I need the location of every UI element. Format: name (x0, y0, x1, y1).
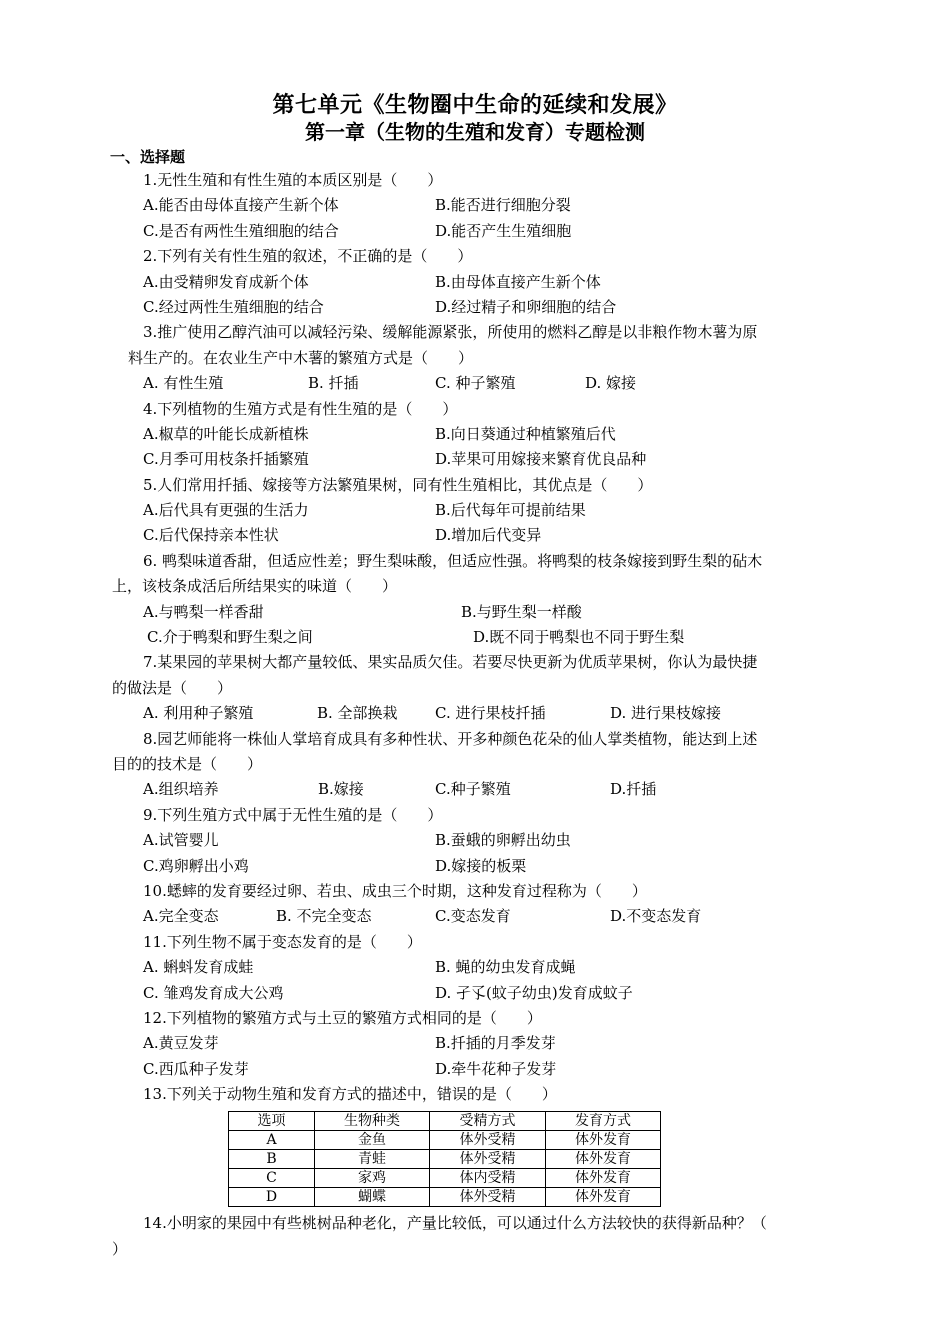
question-1-stem: 1.无性生殖和有性生殖的本质区别是（ ） (143, 171, 443, 189)
option-d: D.牵牛花种子发芽 (435, 1059, 557, 1078)
option-c: C.种子繁殖 (435, 780, 511, 799)
option-a: A.能否由母体直接产生新个体 (143, 196, 339, 215)
table-cell: 青蛙 (315, 1150, 430, 1169)
question-13-stem: 13.下列关于动物生殖和发育方式的描述中，错误的是（ ） (143, 1085, 557, 1104)
option-a: A.与鸭梨一样香甜 (143, 602, 264, 621)
answer-table (228, 1111, 661, 1207)
option-c: C.西瓜种子发芽 (143, 1059, 249, 1078)
option-d: D.经过精子和卵细胞的结合 (435, 297, 617, 316)
table-row (229, 1150, 661, 1169)
option-b: B.后代每年可提前结果 (435, 501, 586, 520)
question-3-stem: 3.推广使用乙醇汽油可以减轻污染、缓解能源紧张，所使用的燃料乙醇是以非粮作物木薯为原 (143, 323, 758, 342)
question-6-stem: 6. 鸭梨味道香甜，但适应性差；野生梨味酸，但适应性强。将鸭梨的枝条嫁接到野生梨的砧木 (143, 551, 763, 570)
table-cell: D (229, 1188, 315, 1207)
option-c: C.介于鸭梨和野生梨之间 (147, 628, 313, 647)
option-d: D.苹果可用嫁接来繁育优良品种 (435, 450, 647, 469)
option-b: B.能否进行细胞分裂 (435, 196, 571, 215)
table-cell: 体外发育 (546, 1150, 661, 1169)
table-header-row (229, 1112, 661, 1131)
table-row (229, 1131, 661, 1150)
option-d: D.不变态发育 (610, 907, 702, 926)
table-cell: 家鸡 (315, 1169, 430, 1188)
option-a: A. 利用种子繁殖 (143, 704, 254, 723)
question-11-options (112, 955, 847, 980)
option-a: A.试管婴儿 (143, 831, 219, 850)
option-b: B. 全部换栽 (317, 704, 398, 723)
question-1-options-2 (112, 219, 847, 244)
option-c: C.月季可用枝条扦插繁殖 (143, 450, 309, 469)
option-c: C.鸡卵孵出小鸡 (143, 856, 249, 875)
option-a: A.由受精卵发育成新个体 (143, 272, 309, 291)
question-10-stem: 10.蟋蟀的发育要经过卵、若虫、成虫三个时期，这种发育过程称为（ ） (143, 881, 647, 900)
question-8-options (112, 777, 847, 802)
option-a: A. 有性生殖 (143, 374, 224, 393)
option-c: C. 进行果枝扦插 (435, 704, 546, 723)
option-d: D.能否产生生殖细胞 (435, 221, 572, 240)
page-subtitle: 第一章（生物的生殖和发育）专题检测 (305, 120, 645, 144)
option-b: B.向日葵通过种植繁殖后代 (435, 424, 616, 443)
question-4-stem: 4.下列植物的生殖方式是有性生殖的是（ ） (143, 399, 458, 418)
option-b: B.由母体直接产生新个体 (435, 272, 601, 291)
question-7-options (112, 701, 847, 726)
question-6-stem-continued: 上，该枝条成活后所结果实的味道（ ） (112, 577, 398, 596)
option-b: B. 扦插 (308, 374, 359, 393)
option-a: A.完全变态 (143, 907, 219, 926)
option-b: B.扦插的月季发芽 (435, 1034, 556, 1053)
option-c: C. 种子繁殖 (435, 374, 516, 393)
table-header-cell: 选项 (229, 1112, 315, 1131)
table-header-cell: 生物种类 (315, 1112, 430, 1131)
option-c: C.后代保持亲本性状 (143, 526, 279, 545)
table-cell: 蝴蝶 (315, 1188, 430, 1207)
option-b: B.蚕蛾的卵孵出幼虫 (435, 831, 571, 850)
question-4-options (112, 422, 847, 447)
option-c: C.变态发育 (435, 907, 511, 926)
question-9-stem: 9.下列生殖方式中属于无性生殖的是（ ） (143, 805, 443, 824)
question-14-stem: 14.小明家的果园中有些桃树品种老化，产量比较低，可以通过什么方法较快的获得新品种？（ (143, 1214, 767, 1233)
table-cell: 体内受精 (430, 1169, 546, 1188)
option-d: D.增加后代变异 (435, 526, 542, 545)
option-a: A.椒草的叶能长成新植株 (143, 424, 309, 443)
question-12-options-2 (112, 1057, 847, 1082)
question-5-options-2 (112, 523, 847, 548)
question-6-options (112, 600, 847, 625)
option-d: D. 进行果枝嫁接 (610, 704, 722, 723)
question-7-stem-continued: 的做法是（ ） (112, 678, 233, 697)
table-cell: C (229, 1169, 315, 1188)
option-a: A.黄豆发芽 (143, 1034, 219, 1053)
option-a: A.后代具有更强的生活力 (143, 501, 309, 520)
option-d: D. 孑孓(蚊子幼虫)发育成蚊子 (435, 983, 633, 1002)
question-9-options-2 (112, 854, 847, 879)
question-7-stem: 7.某果园的苹果树大都产量较低、果实品质欠佳。若要尽快更新为优质苹果树，你认为最快捷 (143, 653, 758, 672)
option-b: B. 不完全变态 (276, 907, 372, 926)
option-a: A. 蝌蚪发育成蛙 (143, 958, 254, 977)
table-cell: 金鱼 (315, 1131, 430, 1150)
option-d: D.嫁接的板栗 (435, 856, 527, 875)
question-6-options-2 (112, 625, 847, 650)
option-d: D.既不同于鸭梨也不同于野生梨 (473, 628, 685, 647)
option-c: C.是否有两性生殖细胞的结合 (143, 221, 339, 240)
option-b: B.嫁接 (318, 780, 364, 799)
question-12-options (112, 1031, 847, 1056)
table-header-cell: 受精方式 (430, 1112, 546, 1131)
table-cell: 体外受精 (430, 1188, 546, 1207)
question-12-stem: 12.下列植物的繁殖方式与土豆的繁殖方式相同的是（ ） (143, 1008, 542, 1027)
table-cell: A (229, 1131, 315, 1150)
question-4-options-2 (112, 447, 847, 472)
question-5-options (112, 498, 847, 523)
table-cell: 体外发育 (546, 1169, 661, 1188)
table-cell: 体外受精 (430, 1131, 546, 1150)
question-5-stem: 5.人们常用扦插、嫁接等方法繁殖果树，同有性生殖相比，其优点是（ ） (143, 475, 653, 494)
question-14-stem-continued: ） (112, 1239, 128, 1258)
table-cell: 体外发育 (546, 1188, 661, 1207)
question-8-stem: 8.园艺师能将一株仙人掌培育成具有多种性状、开多种颜色花朵的仙人掌类植物，能达到上述 (143, 729, 758, 748)
question-3-stem-continued: 料生产的。在农业生产中木薯的繁殖方式是（ ） (128, 348, 474, 367)
question-9-options (112, 828, 847, 853)
option-c: C.经过两性生殖细胞的结合 (143, 297, 324, 316)
option-b: B.与野生梨一样酸 (461, 602, 582, 621)
option-c: C. 雏鸡发育成大公鸡 (143, 983, 284, 1002)
option-a: A.组织培养 (143, 780, 219, 799)
table-row (229, 1188, 661, 1207)
question-11-options-2 (112, 981, 847, 1006)
table-cell: 体外发育 (546, 1131, 661, 1150)
question-list (112, 168, 847, 1262)
page-title: 第七单元《生物圈中生命的延续和发展》 (272, 93, 678, 118)
section-heading: 一、选择题 (110, 148, 186, 166)
table-cell: B (229, 1150, 315, 1169)
question-11-stem: 11.下列生物不属于变态发育的是（ ） (143, 932, 422, 951)
question-2-options-2 (112, 295, 847, 320)
question-2-options (112, 270, 847, 295)
question-10-options (112, 904, 847, 929)
question-8-stem-continued: 目的的技术是（ ） (112, 754, 263, 773)
option-b: B. 蝇的幼虫发育成蝇 (435, 958, 576, 977)
table-header-cell: 发育方式 (546, 1112, 661, 1131)
question-3-options (112, 371, 847, 396)
table-cell: 体外受精 (430, 1150, 546, 1169)
table-row (229, 1169, 661, 1188)
option-d: D. 嫁接 (585, 374, 637, 393)
option-d: D.扦插 (610, 780, 657, 799)
answer-table-wrapper (112, 1107, 847, 1211)
question-2-stem: 2.下列有关有性生殖的叙述，不正确的是（ ） (143, 247, 473, 266)
question-1-options (112, 193, 847, 218)
